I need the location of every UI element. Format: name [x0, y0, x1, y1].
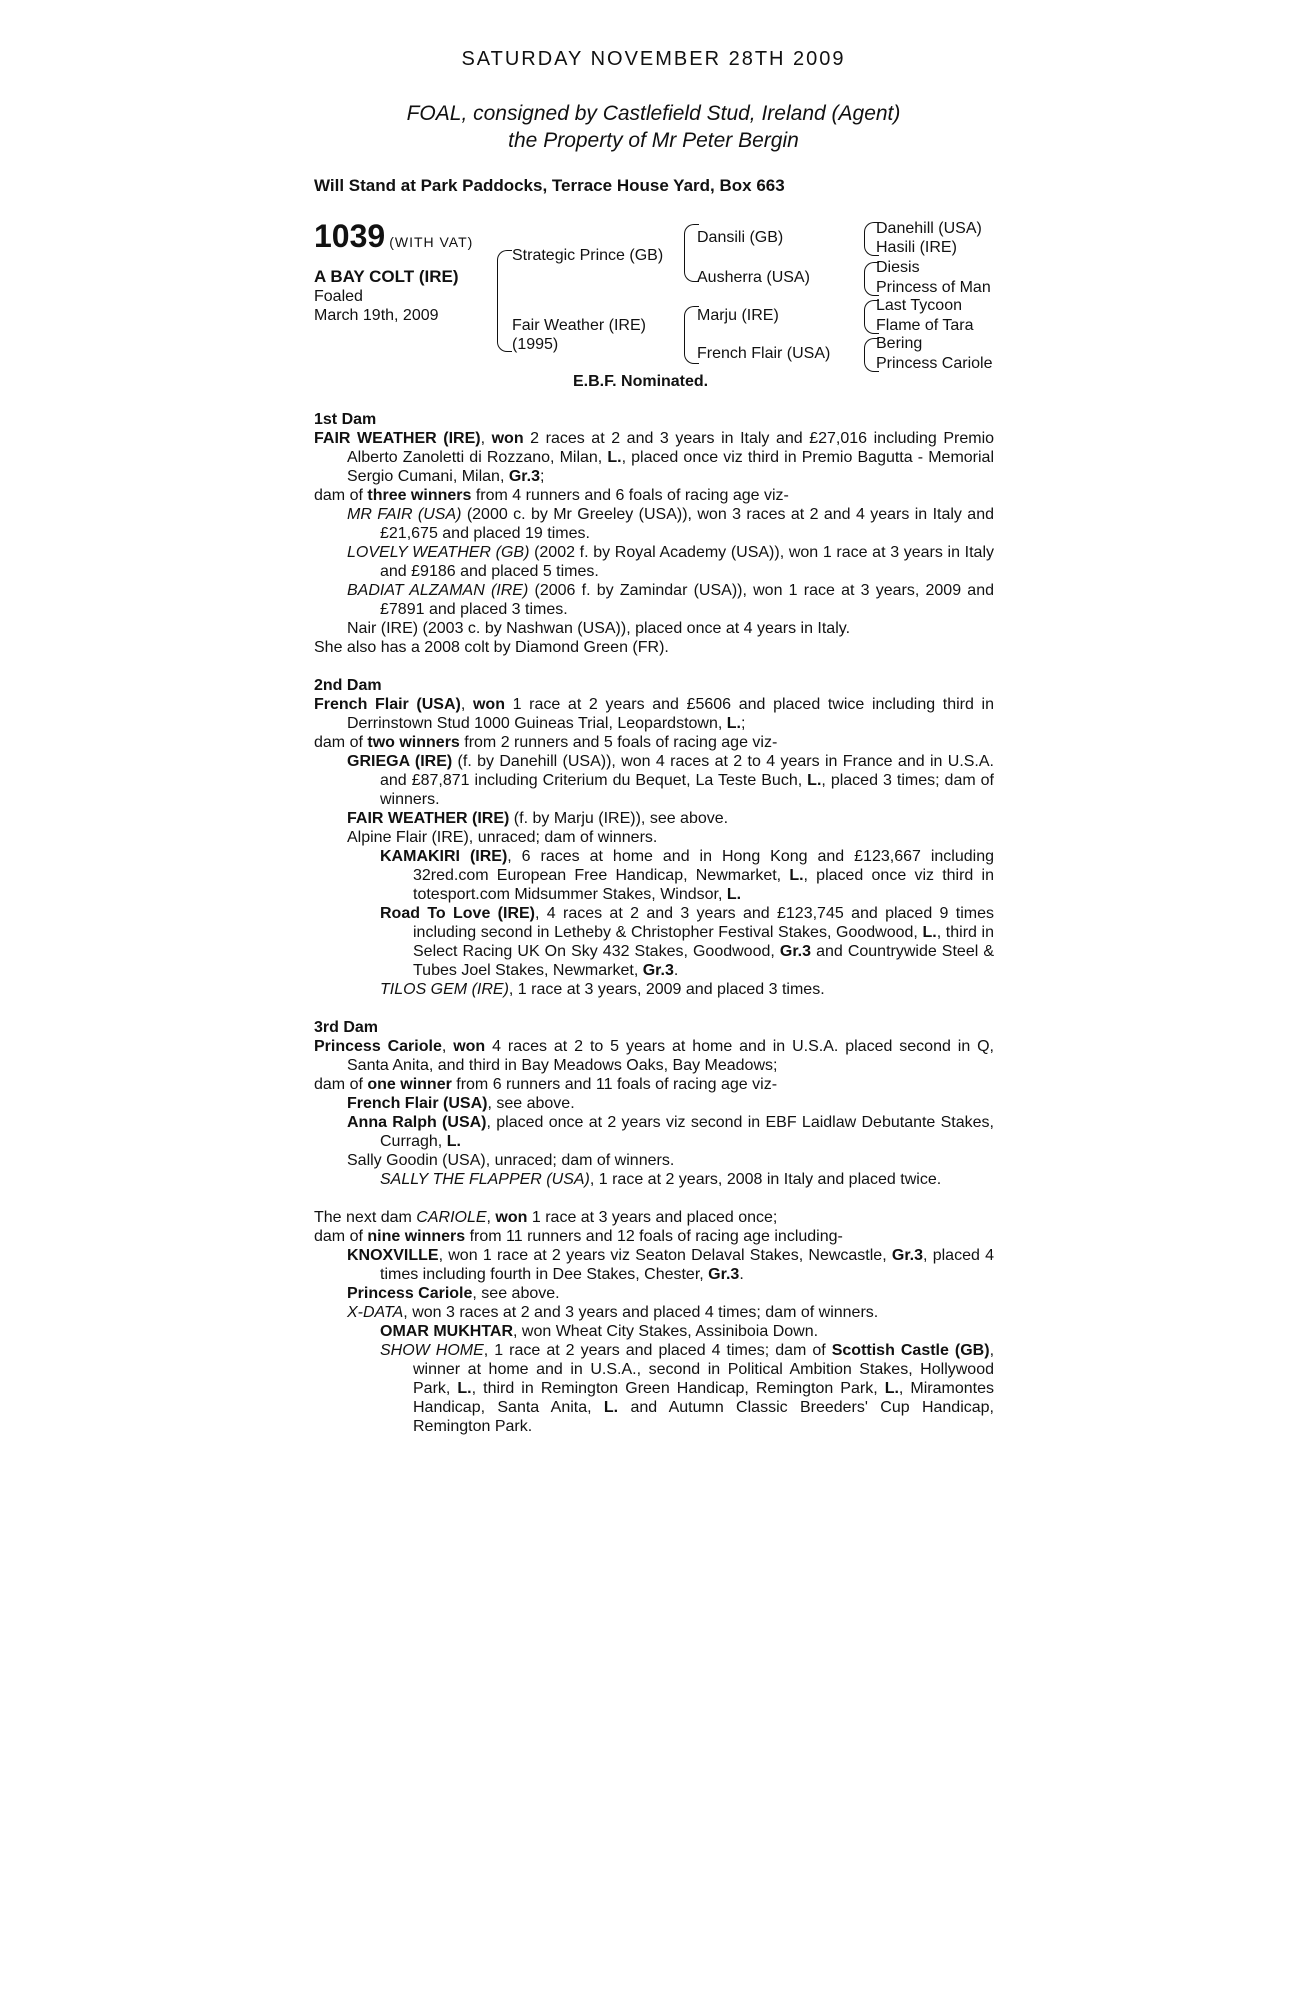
horse-name: A BAY COLT (IRE) [314, 267, 459, 286]
winners-count: three winners [367, 487, 472, 504]
dam-dam: French Flair (USA) [697, 345, 831, 362]
next-dam-name: CARIOLE [416, 1209, 487, 1226]
next-dam-dam-of [314, 1227, 994, 1246]
group-badge: Gr.3 [708, 1266, 740, 1283]
grand-ancestor-2: Hasili (IRE) [876, 239, 957, 256]
grand-ancestor-6: Flame of Tara [876, 317, 974, 334]
first-dam-heading: 1st Dam [314, 411, 377, 428]
group-badge: Gr.3 [891, 1247, 924, 1264]
text: dam of [314, 1076, 368, 1093]
sire-dam: Ausherra (USA) [697, 269, 810, 286]
text: , Miramontes Handicap, Santa Anita, [413, 1380, 994, 1416]
listed-badge: L. [726, 715, 741, 732]
third-dam-summary: Princess Cariole, won 4 races at 2 to 5 years at home and in U.S.A. placed second in Q, Santa Anita, and third in Bay Meadows Oaks, Bay Meadows; [314, 1038, 995, 1074]
listed-badge: L. [726, 886, 742, 903]
produce-name: GRIEGA (IRE) [347, 753, 453, 770]
text: , won 1 race at 2 years viz Seaton Delaval Stakes, Newcastle, [438, 1247, 892, 1264]
produce-entry [314, 1246, 994, 1284]
produce-name: KAMAKIRI (IRE) [380, 848, 508, 865]
produce-entry: Nair (IRE) (2003 c. by Nashwan (USA)), placed once at 4 years in Italy. [347, 620, 851, 637]
first-dam-dam-of [314, 486, 994, 505]
text: ; [539, 468, 545, 485]
produce-name: MR FAIR (USA) [347, 506, 462, 523]
text: , see above. [487, 1095, 575, 1112]
produce-entry [314, 505, 994, 543]
grand-ancestor-3: Diesis [876, 259, 920, 276]
text: , 1 race at 2 years, 2008 in Italy and placed twice. [589, 1171, 942, 1188]
listed-badge: L. [789, 867, 804, 884]
second-dam-name: French Flair (USA) [314, 696, 461, 713]
text: from 2 runners and 5 foals of racing age viz- [459, 734, 778, 751]
text: , placed once viz third in Premio Bagutta - Memorial Sergio Cumani, Milan, [347, 449, 995, 485]
group-badge: Gr.3 [508, 468, 540, 485]
produce-name: X-DATA [347, 1304, 404, 1321]
text: from 6 runners and 11 foals of racing age viz- [451, 1076, 778, 1093]
won-label: won [491, 430, 524, 447]
winners-count: nine winners [367, 1228, 466, 1245]
lot-number-block [314, 218, 473, 255]
consignor-block [0, 100, 1307, 154]
produce-name: Scottish Castle (GB) [831, 1342, 990, 1359]
text: , won 3 races at 2 and 3 years and placed 4 times; dam of winners. [403, 1304, 879, 1321]
produce-name: KNOXVILLE [347, 1247, 439, 1264]
text: , 1 race at 2 years and placed 4 times; dam of [483, 1342, 832, 1359]
text: , placed once at 2 years viz second in EBF Laidlaw Debutante Stakes, Curragh, [380, 1114, 994, 1150]
next-dam-summary: The next dam CARIOLE, won 1 race at 3 years and placed once; [314, 1209, 778, 1226]
property-line: the Property of Mr Peter Bergin [508, 129, 799, 152]
produce-name: LOVELY WEATHER (GB) [347, 544, 530, 561]
third-dam-heading: 3rd Dam [314, 1019, 379, 1036]
second-dam-summary: French Flair (USA), won 1 race at 2 years and £5606 and placed twice including third in Derrinstown Stud 1000 Guineas Trial, Leopardstown, L.; [314, 696, 994, 732]
listed-badge: L. [807, 772, 822, 789]
text: from 4 runners and 6 foals of racing age viz- [471, 487, 789, 504]
text: 2 races at 2 and 3 years in Italy and £27,016 including Premio Alberto Zanoletti di Rozzano, Milan, [347, 430, 995, 466]
text: dam of [314, 734, 368, 751]
vat-note: (WITH VAT) [389, 234, 474, 250]
text: . [673, 962, 679, 979]
stand-location: Will Stand at Park Paddocks, Terrace House Yard, Box 663 [314, 176, 785, 195]
text: , 6 races at home and in Hong Kong and £123,667 including 32red.com European Free Handicap, Newmarket, [413, 848, 994, 884]
dam: Fair Weather (IRE) [512, 317, 646, 334]
text: 1 race at 3 years and placed once; [527, 1209, 778, 1226]
grand-produce-entry [314, 904, 994, 980]
text: The next dam [314, 1209, 417, 1226]
text: (2006 f. by Zamindar (USA)), won 1 race at 3 years, 2009 and £7891 and placed 3 times. [380, 582, 994, 618]
grand-ancestor-4: Princess of Man [876, 279, 991, 296]
won-label: won [453, 1038, 486, 1055]
text: , 1 race at 3 years, 2009 and placed 3 times. [508, 981, 825, 998]
produce-entry [314, 1113, 994, 1151]
winners-count: two winners [367, 734, 460, 751]
second-dam-dam-of [314, 733, 994, 752]
produce-name: OMAR MUKHTAR [380, 1323, 514, 1340]
text: and Autumn Classic Breeders' Cup Handicap, Remington Park. [413, 1399, 994, 1435]
text: , third in Remington Green Handicap, Remington Park, [471, 1380, 885, 1397]
produce-entry [314, 543, 994, 581]
sire-dam-brace [497, 250, 512, 352]
listed-badge: L. [446, 1133, 461, 1150]
grand-produce-entry [314, 980, 994, 999]
produce-entry [314, 1284, 994, 1303]
text: . [739, 1266, 744, 1283]
produce-entry [314, 1303, 994, 1322]
group-badge: Gr.3 [779, 943, 812, 960]
listed-badge: L. [607, 449, 622, 466]
produce-record [314, 410, 994, 1436]
foaled-date: March 19th, 2009 [314, 307, 439, 324]
produce-entry [314, 581, 994, 619]
grand-ancestor-1: Danehill (USA) [876, 220, 982, 237]
text: , third in Select Racing UK On Sky 432 Stakes, Goodwood, [413, 924, 994, 960]
produce-name: Road To Love (IRE) [380, 905, 535, 922]
won-label: won [495, 1209, 528, 1226]
grand-ancestor-5: Last Tycoon [876, 297, 962, 314]
listed-badge: L. [922, 924, 937, 941]
produce-name: SALLY THE FLAPPER (USA) [380, 1171, 590, 1188]
produce-entry [314, 752, 994, 809]
grand-produce-entry [314, 1170, 994, 1189]
grand-produce-entry [314, 1322, 994, 1341]
produce-entry [314, 809, 994, 828]
text: , 4 races at 2 and 3 years and £123,745 and placed 9 times including second in Letheby & Christopher Festival Stakes, Goodwood, [413, 905, 994, 941]
text: (2000 c. by Mr Greeley (USA)), won 3 races at 2 and 4 years in Italy and £21,675 and placed 19 times. [380, 506, 994, 542]
second-dam-heading: 2nd Dam [314, 677, 382, 694]
text: , placed 3 times; dam of winners. [380, 772, 995, 808]
foaled-info [314, 287, 439, 325]
grand-produce-entry [314, 1341, 994, 1436]
text: and Countrywide Steel & Tubes Joel Stakes, Newmarket, [413, 943, 995, 979]
foaled-label: Foaled [314, 288, 363, 305]
sire-sire: Dansili (GB) [697, 229, 784, 246]
text: , won Wheat City Stakes, Assiniboia Down. [513, 1323, 819, 1340]
lot-number: 1039 [314, 218, 386, 254]
produce-entry [314, 1094, 994, 1113]
third-dam-dam-of [314, 1075, 994, 1094]
text: dam of [314, 487, 368, 504]
ebf-nominated: E.B.F. Nominated. [573, 373, 709, 390]
text: (f. by Marju (IRE)), see above. [509, 810, 729, 827]
text: , placed 4 times including fourth in Dee Stakes, Chester, [380, 1247, 995, 1283]
text: dam of [314, 1228, 368, 1245]
produce-entry: Alpine Flair (IRE), unraced; dam of winners. [347, 829, 658, 846]
text: (2002 f. by Royal Academy (USA)), won 1 race at 3 years in Italy and £9186 and placed 5 times. [380, 544, 995, 580]
dam-sire: Marju (IRE) [697, 307, 779, 324]
listed-badge: L. [884, 1380, 899, 1397]
won-label: won [472, 696, 505, 713]
text: , placed once viz third in totesport.com Midsummer Stakes, Windsor, [413, 867, 994, 903]
text: 4 races at 2 to 5 years at home and in U.S.A. placed second in Q, Santa Anita, and third in Bay Meadows Oaks, Bay Meadows; [347, 1038, 995, 1074]
produce-name: FAIR WEATHER (IRE) [347, 810, 510, 827]
produce-entry: Sally Goodin (USA), unraced; dam of winners. [347, 1152, 675, 1169]
listed-badge: L. [603, 1399, 619, 1416]
listed-badge: L. [457, 1380, 472, 1397]
text: from 11 runners and 12 foals of racing age including- [465, 1228, 843, 1245]
dam-year: (1995) [512, 336, 559, 353]
text: 1 race at 2 years and £5606 and placed twice including third in Derrinstown Stud 1000 Guineas Trial, Leopardstown, [347, 696, 994, 732]
produce-name: BADIAT ALZAMAN (IRE) [347, 582, 529, 599]
text: (f. by Danehill (USA)), won 4 races at 2 to 4 years in France and in U.S.A. and £87,871 including Criterium du Bequet, La Teste Buch, [380, 753, 994, 789]
text: , see above. [472, 1285, 560, 1302]
produce-name: Princess Cariole [347, 1285, 473, 1302]
produce-name: SHOW HOME [380, 1342, 484, 1359]
first-dam-name: FAIR WEATHER (IRE) [314, 430, 481, 447]
consignor-line: FOAL, consigned by Castlefield Stud, Ireland (Agent) [406, 102, 901, 125]
also-has: She also has a 2008 colt by Diamond Green (FR). [314, 639, 669, 656]
sale-date: SATURDAY NOVEMBER 28TH 2009 [461, 48, 846, 70]
text: ; [740, 715, 746, 732]
group-badge: Gr.3 [642, 962, 674, 979]
grand-ancestor-8: Princess Cariole [876, 355, 993, 372]
produce-name: Anna Ralph (USA) [347, 1114, 487, 1131]
grand-ancestor-7: Bering [876, 335, 923, 352]
produce-name: TILOS GEM (IRE) [380, 981, 509, 998]
produce-name: French Flair (USA) [347, 1095, 488, 1112]
winners-count: one winner [367, 1076, 452, 1093]
sire: Strategic Prince (GB) [512, 247, 664, 264]
grand-produce-entry [314, 847, 994, 904]
third-dam-name: Princess Cariole [314, 1038, 442, 1055]
text: , winner at home and in U.S.A., second in Political Ambition Stakes, Hollywood Park, [413, 1342, 995, 1397]
first-dam-summary: FAIR WEATHER (IRE), won 2 races at 2 and 3 years in Italy and £27,016 including Premio Alberto Zanoletti di Rozzano, Milan, L., placed once viz third in Premio Bagutta - Memorial Sergio Cumani, Milan, Gr.3; [314, 430, 995, 485]
